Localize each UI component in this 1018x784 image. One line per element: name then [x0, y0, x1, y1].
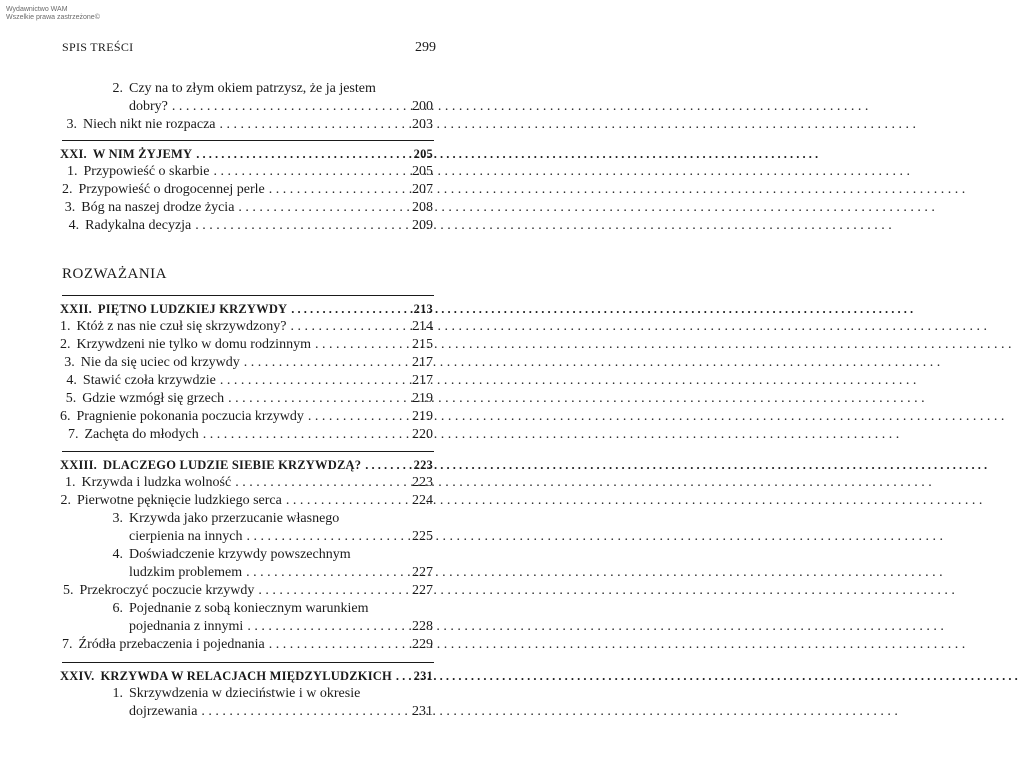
dot-leader: [191, 217, 411, 235]
entry-number: 3.: [64, 355, 75, 370]
toc-entry: [60, 372, 433, 390]
entry-page: 215: [412, 337, 433, 352]
dot-leader: [168, 98, 411, 116]
entry-page: 228: [412, 619, 433, 634]
entry-title: Źródła przebaczenia i pojednania: [78, 637, 265, 652]
toc-entry: [60, 426, 433, 444]
entry-title: Nie da się uciec od krzywdy: [80, 355, 240, 370]
entry-title: Czy na to złym okiem patrzysz, że ja jestem: [129, 81, 376, 96]
dot-leader: [243, 528, 411, 546]
dot-leader: [311, 336, 411, 354]
entry-number: 6.: [112, 601, 123, 616]
entry-page: 223: [413, 458, 433, 472]
entry-number: 6.: [60, 409, 71, 424]
entry-number: 7.: [67, 427, 79, 442]
entry-page: 205: [412, 164, 433, 179]
page-number: 299: [415, 40, 436, 55]
entry-title: Doświadczenie krzywdy powszechnym: [129, 547, 351, 562]
entry-title: Pierwotne pęknięcie ludzkiego serca: [76, 493, 282, 508]
entry-title: Skrzywdzenia w dzieciństwie i w okresie: [129, 686, 361, 701]
entry-title: W NIM ŻYJEMY: [92, 147, 193, 161]
dot-leader: [243, 618, 411, 636]
entry-title: KRZYWDA W RELACJACH MIĘDZYLUDZKICH: [100, 669, 392, 683]
entry-page: 227: [412, 565, 433, 580]
entry-number: 2.: [112, 81, 123, 96]
toc-entry: [60, 528, 433, 546]
toc-entry: [60, 474, 433, 492]
toc-entry: [60, 703, 433, 721]
watermark-line-2: Wszelkie prawa zastrzeżone©: [6, 14, 100, 21]
dot-leader: [209, 163, 411, 181]
toc-entry: [60, 546, 433, 564]
toc-entry: [60, 98, 433, 116]
entry-number: 4.: [112, 547, 123, 562]
toc-section-entry: [60, 667, 433, 685]
entry-title: Pragnienie pokonania poczucia krzywdy: [76, 409, 304, 424]
toc-section-entry: [60, 300, 433, 318]
entry-page: 217: [412, 355, 433, 370]
entry-number: 1.: [65, 475, 76, 490]
toc-entry: [60, 564, 433, 582]
dot-leader: [282, 492, 411, 510]
toc-entry: [60, 116, 433, 134]
entry-title: Gdzie wzmógł się grzech: [82, 391, 225, 406]
entry-page: 213: [413, 302, 433, 316]
dot-leader: [231, 474, 411, 492]
watermark-line-1: Wydawnictwo WAM: [6, 6, 68, 13]
entry-number: 3.: [66, 117, 77, 132]
dot-leader: [361, 456, 411, 474]
entry-title: PIĘTNO LUDZKIEJ KRZYWDY: [97, 302, 288, 316]
entry-title: Krzywdzeni nie tylko w domu rodzinnym: [76, 337, 311, 352]
running-head-title: SPIS TREŚCI: [62, 40, 134, 54]
entry-title: Przypowieść o skarbie: [83, 164, 210, 179]
section-rule: [62, 662, 434, 663]
dot-leader: [240, 354, 411, 372]
entry-number: 4.: [66, 373, 77, 388]
entry-page: 231: [413, 669, 433, 683]
entry-title: Któż z nas nie czuł się skrzywdzony?: [76, 319, 287, 334]
dot-leader: [216, 116, 412, 134]
entry-page: 223: [412, 475, 433, 490]
part-title: ROZWAŻANIA: [62, 266, 167, 282]
entry-page: 203: [412, 117, 433, 132]
dot-leader: [304, 408, 411, 426]
dot-leader: [287, 300, 411, 318]
dot-leader: [265, 181, 411, 199]
running-head: [62, 40, 436, 56]
toc-entry: [60, 318, 433, 336]
publisher-watermark: [6, 6, 100, 22]
entry-page: 231: [412, 704, 433, 719]
entry-title: Pojednanie z sobą koniecznym warunkiem: [129, 601, 369, 616]
entry-number: 5.: [65, 391, 77, 406]
entry-title: DLACZEGO LUDZIE SIEBIE KRZYWDZĄ?: [102, 458, 362, 472]
entry-title: Przekroczyć poczucie krzywdy: [79, 583, 255, 598]
dot-leader: [286, 318, 411, 336]
toc-section-entry: [60, 456, 433, 474]
entry-title: cierpienia na innych: [129, 529, 243, 544]
entry-number: XXII.: [60, 302, 92, 316]
entry-page: 227: [412, 583, 433, 598]
dot-leader: [265, 636, 411, 654]
toc-entry: [60, 582, 433, 600]
entry-page: 229: [412, 637, 433, 652]
entry-page: 219: [412, 391, 433, 406]
entry-number: 1.: [67, 164, 78, 179]
entry-page: 208: [412, 200, 433, 215]
toc-entry: [60, 354, 433, 372]
toc-entry: [60, 600, 433, 618]
entry-page: 225: [412, 529, 433, 544]
dot-leader: [216, 372, 411, 390]
dot-leader: [392, 667, 411, 685]
dot-leader: [242, 564, 411, 582]
entry-page: 200: [412, 99, 433, 114]
entry-page: 205: [413, 147, 433, 161]
entry-number: 4.: [68, 218, 80, 233]
entry-number: 2.: [60, 493, 71, 508]
toc-entry: [60, 636, 433, 654]
toc-entry: [60, 199, 433, 217]
entry-title: Krzywda i ludzka wolność: [81, 475, 232, 490]
entry-title: Przypowieść o drogocennej perle: [78, 182, 265, 197]
entry-page: 209: [412, 218, 433, 233]
dot-leader: [224, 390, 411, 408]
toc-entry: [60, 217, 433, 235]
dot-leader: [254, 582, 411, 600]
dot-leader: [192, 145, 411, 163]
toc-entry: [60, 336, 433, 354]
entry-number: XXIII.: [60, 458, 97, 472]
toc-entry: [60, 390, 433, 408]
toc-entry: [60, 510, 433, 528]
entry-title: ludzkim problemem: [129, 565, 243, 580]
entry-number: 3.: [112, 511, 123, 526]
toc-entry: [60, 163, 433, 181]
entry-page: 217: [412, 373, 433, 388]
toc-entry: [60, 408, 433, 426]
entry-number: 7.: [62, 637, 73, 652]
section-rule: [62, 451, 434, 452]
dot-leader: [199, 426, 411, 444]
section-rule: [62, 295, 434, 296]
section-rule: [62, 140, 434, 141]
toc-entry: [60, 181, 433, 199]
entry-number: 1.: [60, 319, 71, 334]
toc-section-entry: [60, 145, 433, 163]
entry-title: Zachęta do młodych: [84, 427, 199, 442]
entry-title: dojrzewania: [129, 704, 198, 719]
entry-number: 1.: [112, 686, 123, 701]
toc-entry: [60, 685, 433, 703]
toc-entry: [60, 80, 433, 98]
entry-page: 207: [412, 182, 433, 197]
entry-title: Stawić czoła krzywdzie: [82, 373, 216, 388]
entry-title: pojednania z innymi: [129, 619, 244, 634]
entry-page: 214: [412, 319, 433, 334]
dot-leader: [234, 199, 411, 217]
entry-title: Krzywda jako przerzucanie własnego: [129, 511, 340, 526]
entry-number: XXIV.: [60, 669, 95, 683]
entry-title: Bóg na naszej drodze życia: [81, 200, 235, 215]
entry-title: dobry?: [129, 99, 168, 114]
entry-number: XXI.: [60, 147, 87, 161]
toc-entry: [60, 492, 433, 510]
entry-page: 224: [412, 493, 433, 508]
entry-page: 220: [412, 427, 433, 442]
entry-title: Radykalna decyzja: [85, 218, 192, 233]
entry-number: 2.: [62, 182, 73, 197]
toc-entry: [60, 618, 433, 636]
entry-page: 219: [412, 409, 433, 424]
entry-number: 5.: [62, 583, 74, 598]
entry-number: 2.: [60, 337, 71, 352]
dot-leader: [197, 703, 411, 721]
entry-number: 3.: [64, 200, 76, 215]
entry-title: Niech nikt nie rozpacza: [82, 117, 216, 132]
